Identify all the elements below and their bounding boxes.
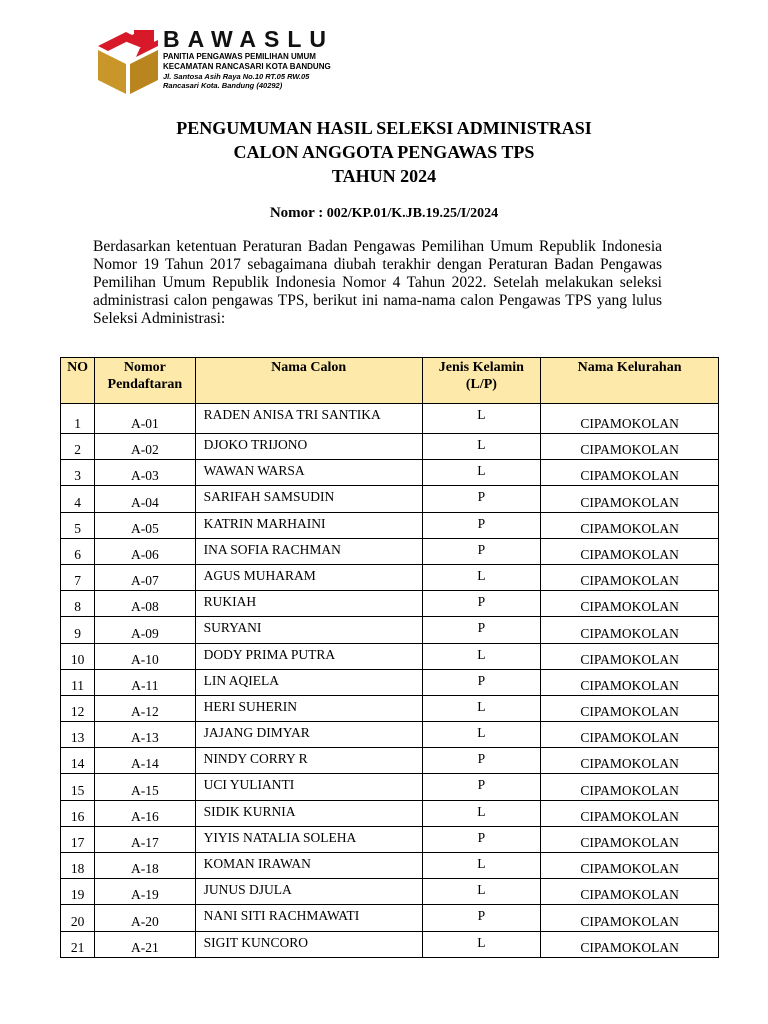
cell-jenis-kelamin: L [422,800,541,826]
cell-nama-kelurahan: CIPAMOKOLAN [541,853,719,879]
cell-jenis-kelamin: L [422,931,541,957]
cell-nomor-pendaftaran: A-12 [95,695,195,721]
table-header-row [61,358,719,404]
cell-nomor-pendaftaran: A-04 [95,486,195,512]
cell-no: 5 [61,512,95,538]
cell-jenis-kelamin: P [422,669,541,695]
header-jenis-kelamin: Jenis Kelamin (L/P) [422,358,541,404]
cell-jenis-kelamin: L [422,404,541,434]
address-line-2: Rancasari Kota. Bandung (40292) [163,81,283,90]
results-table [60,357,719,958]
cell-no: 14 [61,748,95,774]
cell-jenis-kelamin: L [422,879,541,905]
table-row [61,748,719,774]
cell-nomor-pendaftaran: A-11 [95,669,195,695]
cell-no: 18 [61,853,95,879]
cell-no: 6 [61,538,95,564]
cell-nomor-pendaftaran: A-17 [95,826,195,852]
cell-nama-calon: RADEN ANISA TRI SANTIKA [195,404,422,434]
cell-nama-kelurahan: CIPAMOKOLAN [541,486,719,512]
cell-no: 17 [61,826,95,852]
cell-jenis-kelamin: L [422,564,541,590]
cell-jenis-kelamin: L [422,722,541,748]
cell-jenis-kelamin: P [422,538,541,564]
cell-no: 12 [61,695,95,721]
cell-nama-kelurahan: CIPAMOKOLAN [541,774,719,800]
cell-no: 2 [61,434,95,460]
cell-jenis-kelamin: P [422,591,541,617]
cell-jenis-kelamin: P [422,486,541,512]
cell-nomor-pendaftaran: A-14 [95,748,195,774]
cell-nama-kelurahan: CIPAMOKOLAN [541,434,719,460]
table-row [61,564,719,590]
document-number-value: 002/KP.01/K.JB.19.25/I/2024 [326,206,499,221]
cell-nama-calon: AGUS MUHARAM [195,564,422,590]
cell-no: 21 [61,931,95,957]
cell-nomor-pendaftaran: A-10 [95,643,195,669]
cell-no: 13 [61,722,95,748]
title-line-2: CALON ANGGOTA PENGAWAS TPS [233,142,535,162]
cell-jenis-kelamin: P [422,617,541,643]
cell-no: 15 [61,774,95,800]
cell-no: 8 [61,591,95,617]
cell-nama-calon: DODY PRIMA PUTRA [195,643,422,669]
letterhead [163,26,334,90]
cell-nomor-pendaftaran: A-18 [95,853,195,879]
cell-no: 20 [61,905,95,931]
table-row [61,617,719,643]
intro-paragraph: Berdasarkan ketentuan Peraturan Badan Pengawas Pemilihan Umum Republik Indonesia Nomor 19 Tahun 2017 sebagaimana diubah terakhir dengan Peraturan Badan Pengawas Pemilihan Umum Republik Indonesia Nomor 4 Tahun 2022. Setelah melakukan seleksi administrasi calon pengawas TPS, berikut ini nama-nama calon Pengawas TPS yang lulus Seleksi Administrasi: [93,238,662,327]
cell-nama-calon: SURYANI [195,617,422,643]
cell-nama-calon: KATRIN MARHAINI [195,512,422,538]
title-line-1: PENGUMUMAN HASIL SELEKSI ADMINISTRASI [176,118,592,138]
cell-nama-kelurahan: CIPAMOKOLAN [541,460,719,486]
cell-jenis-kelamin: L [422,643,541,669]
table-row [61,826,719,852]
org-line-1: PANITIA PENGAWAS PEMILIHAN UMUM [163,52,316,61]
cell-no: 3 [61,460,95,486]
cell-no: 19 [61,879,95,905]
cell-nama-kelurahan: CIPAMOKOLAN [541,643,719,669]
cell-jenis-kelamin: L [422,695,541,721]
cell-nomor-pendaftaran: A-05 [95,512,195,538]
cell-nomor-pendaftaran: A-19 [95,879,195,905]
cell-no: 4 [61,486,95,512]
cell-nama-calon: SARIFAH SAMSUDIN [195,486,422,512]
cell-nomor-pendaftaran: A-07 [95,564,195,590]
table-row [61,931,719,957]
cell-nama-kelurahan: CIPAMOKOLAN [541,538,719,564]
cell-jenis-kelamin: L [422,460,541,486]
header-nomor-pendaftaran: Nomor Pendaftaran [95,358,195,404]
cell-nama-kelurahan: CIPAMOKOLAN [541,617,719,643]
header-nama-kelurahan: Nama Kelurahan [541,358,719,404]
cell-nomor-pendaftaran: A-20 [95,905,195,931]
table-row [61,434,719,460]
cell-no: 11 [61,669,95,695]
cell-nama-kelurahan: CIPAMOKOLAN [541,404,719,434]
cell-nama-calon: LIN AQIELA [195,669,422,695]
brand-name: BAWASLU [163,26,334,52]
cell-nama-kelurahan: CIPAMOKOLAN [541,879,719,905]
header-no: NO [61,358,95,404]
cell-jenis-kelamin: P [422,826,541,852]
cell-nama-calon: INA SOFIA RACHMAN [195,538,422,564]
cell-nama-calon: YIYIS NATALIA SOLEHA [195,826,422,852]
cell-nomor-pendaftaran: A-15 [95,774,195,800]
cell-nama-calon: SIDIK KURNIA [195,800,422,826]
org-line-2: KECAMATAN RANCASARI KOTA BANDUNG [163,62,331,71]
cell-nama-kelurahan: CIPAMOKOLAN [541,669,719,695]
cell-nama-kelurahan: CIPAMOKOLAN [541,695,719,721]
cell-nama-kelurahan: CIPAMOKOLAN [541,591,719,617]
cell-nama-kelurahan: CIPAMOKOLAN [541,564,719,590]
table-row [61,800,719,826]
table-row [61,460,719,486]
table-row [61,512,719,538]
table-row [61,905,719,931]
table-row [61,695,719,721]
cell-nama-calon: NANI SITI RACHMAWATI [195,905,422,931]
cell-nomor-pendaftaran: A-06 [95,538,195,564]
cell-nomor-pendaftaran: A-08 [95,591,195,617]
cell-nomor-pendaftaran: A-01 [95,404,195,434]
cell-nama-kelurahan: CIPAMOKOLAN [541,931,719,957]
cell-nama-calon: JAJANG DIMYAR [195,722,422,748]
cell-nama-kelurahan: CIPAMOKOLAN [541,905,719,931]
cell-nomor-pendaftaran: A-13 [95,722,195,748]
cell-jenis-kelamin: P [422,774,541,800]
document-title [0,116,768,188]
cell-nomor-pendaftaran: A-16 [95,800,195,826]
cell-nama-kelurahan: CIPAMOKOLAN [541,748,719,774]
address-line-1: Jl. Santosa Asih Raya No.10 RT.05 RW.05 [163,72,310,81]
table-row [61,722,719,748]
cell-nama-kelurahan: CIPAMOKOLAN [541,512,719,538]
cell-nama-calon: NINDY CORRY R [195,748,422,774]
cell-nama-kelurahan: CIPAMOKOLAN [541,800,719,826]
table-row [61,669,719,695]
table-row [61,404,719,434]
table-row [61,538,719,564]
cell-nama-kelurahan: CIPAMOKOLAN [541,722,719,748]
cell-no: 7 [61,564,95,590]
cell-jenis-kelamin: L [422,853,541,879]
cell-nama-calon: RUKIAH [195,591,422,617]
table-row [61,879,719,905]
table-row [61,774,719,800]
table-row [61,591,719,617]
cell-no: 1 [61,404,95,434]
bawaslu-logo [96,28,160,96]
cell-no: 16 [61,800,95,826]
cell-jenis-kelamin: P [422,905,541,931]
cell-nama-calon: WAWAN WARSA [195,460,422,486]
document-number-label: Nomor : [269,205,324,221]
cell-jenis-kelamin: P [422,512,541,538]
cell-no: 9 [61,617,95,643]
document-number [0,205,768,222]
cell-nomor-pendaftaran: A-02 [95,434,195,460]
cell-nama-calon: UCI YULIANTI [195,774,422,800]
table-row [61,643,719,669]
cell-nama-calon: JUNUS DJULA [195,879,422,905]
cell-nama-calon: DJOKO TRIJONO [195,434,422,460]
cell-nomor-pendaftaran: A-03 [95,460,195,486]
cell-jenis-kelamin: P [422,748,541,774]
cell-nomor-pendaftaran: A-09 [95,617,195,643]
cell-jenis-kelamin: L [422,434,541,460]
table-row [61,853,719,879]
title-line-3: TAHUN 2024 [331,166,437,186]
cell-nomor-pendaftaran: A-21 [95,931,195,957]
cell-nama-calon: SIGIT KUNCORO [195,931,422,957]
table-row [61,486,719,512]
cell-nama-calon: HERI SUHERIN [195,695,422,721]
cell-nama-calon: KOMAN IRAWAN [195,853,422,879]
cell-no: 10 [61,643,95,669]
header-nama-calon: Nama Calon [195,358,422,404]
cell-nama-kelurahan: CIPAMOKOLAN [541,826,719,852]
